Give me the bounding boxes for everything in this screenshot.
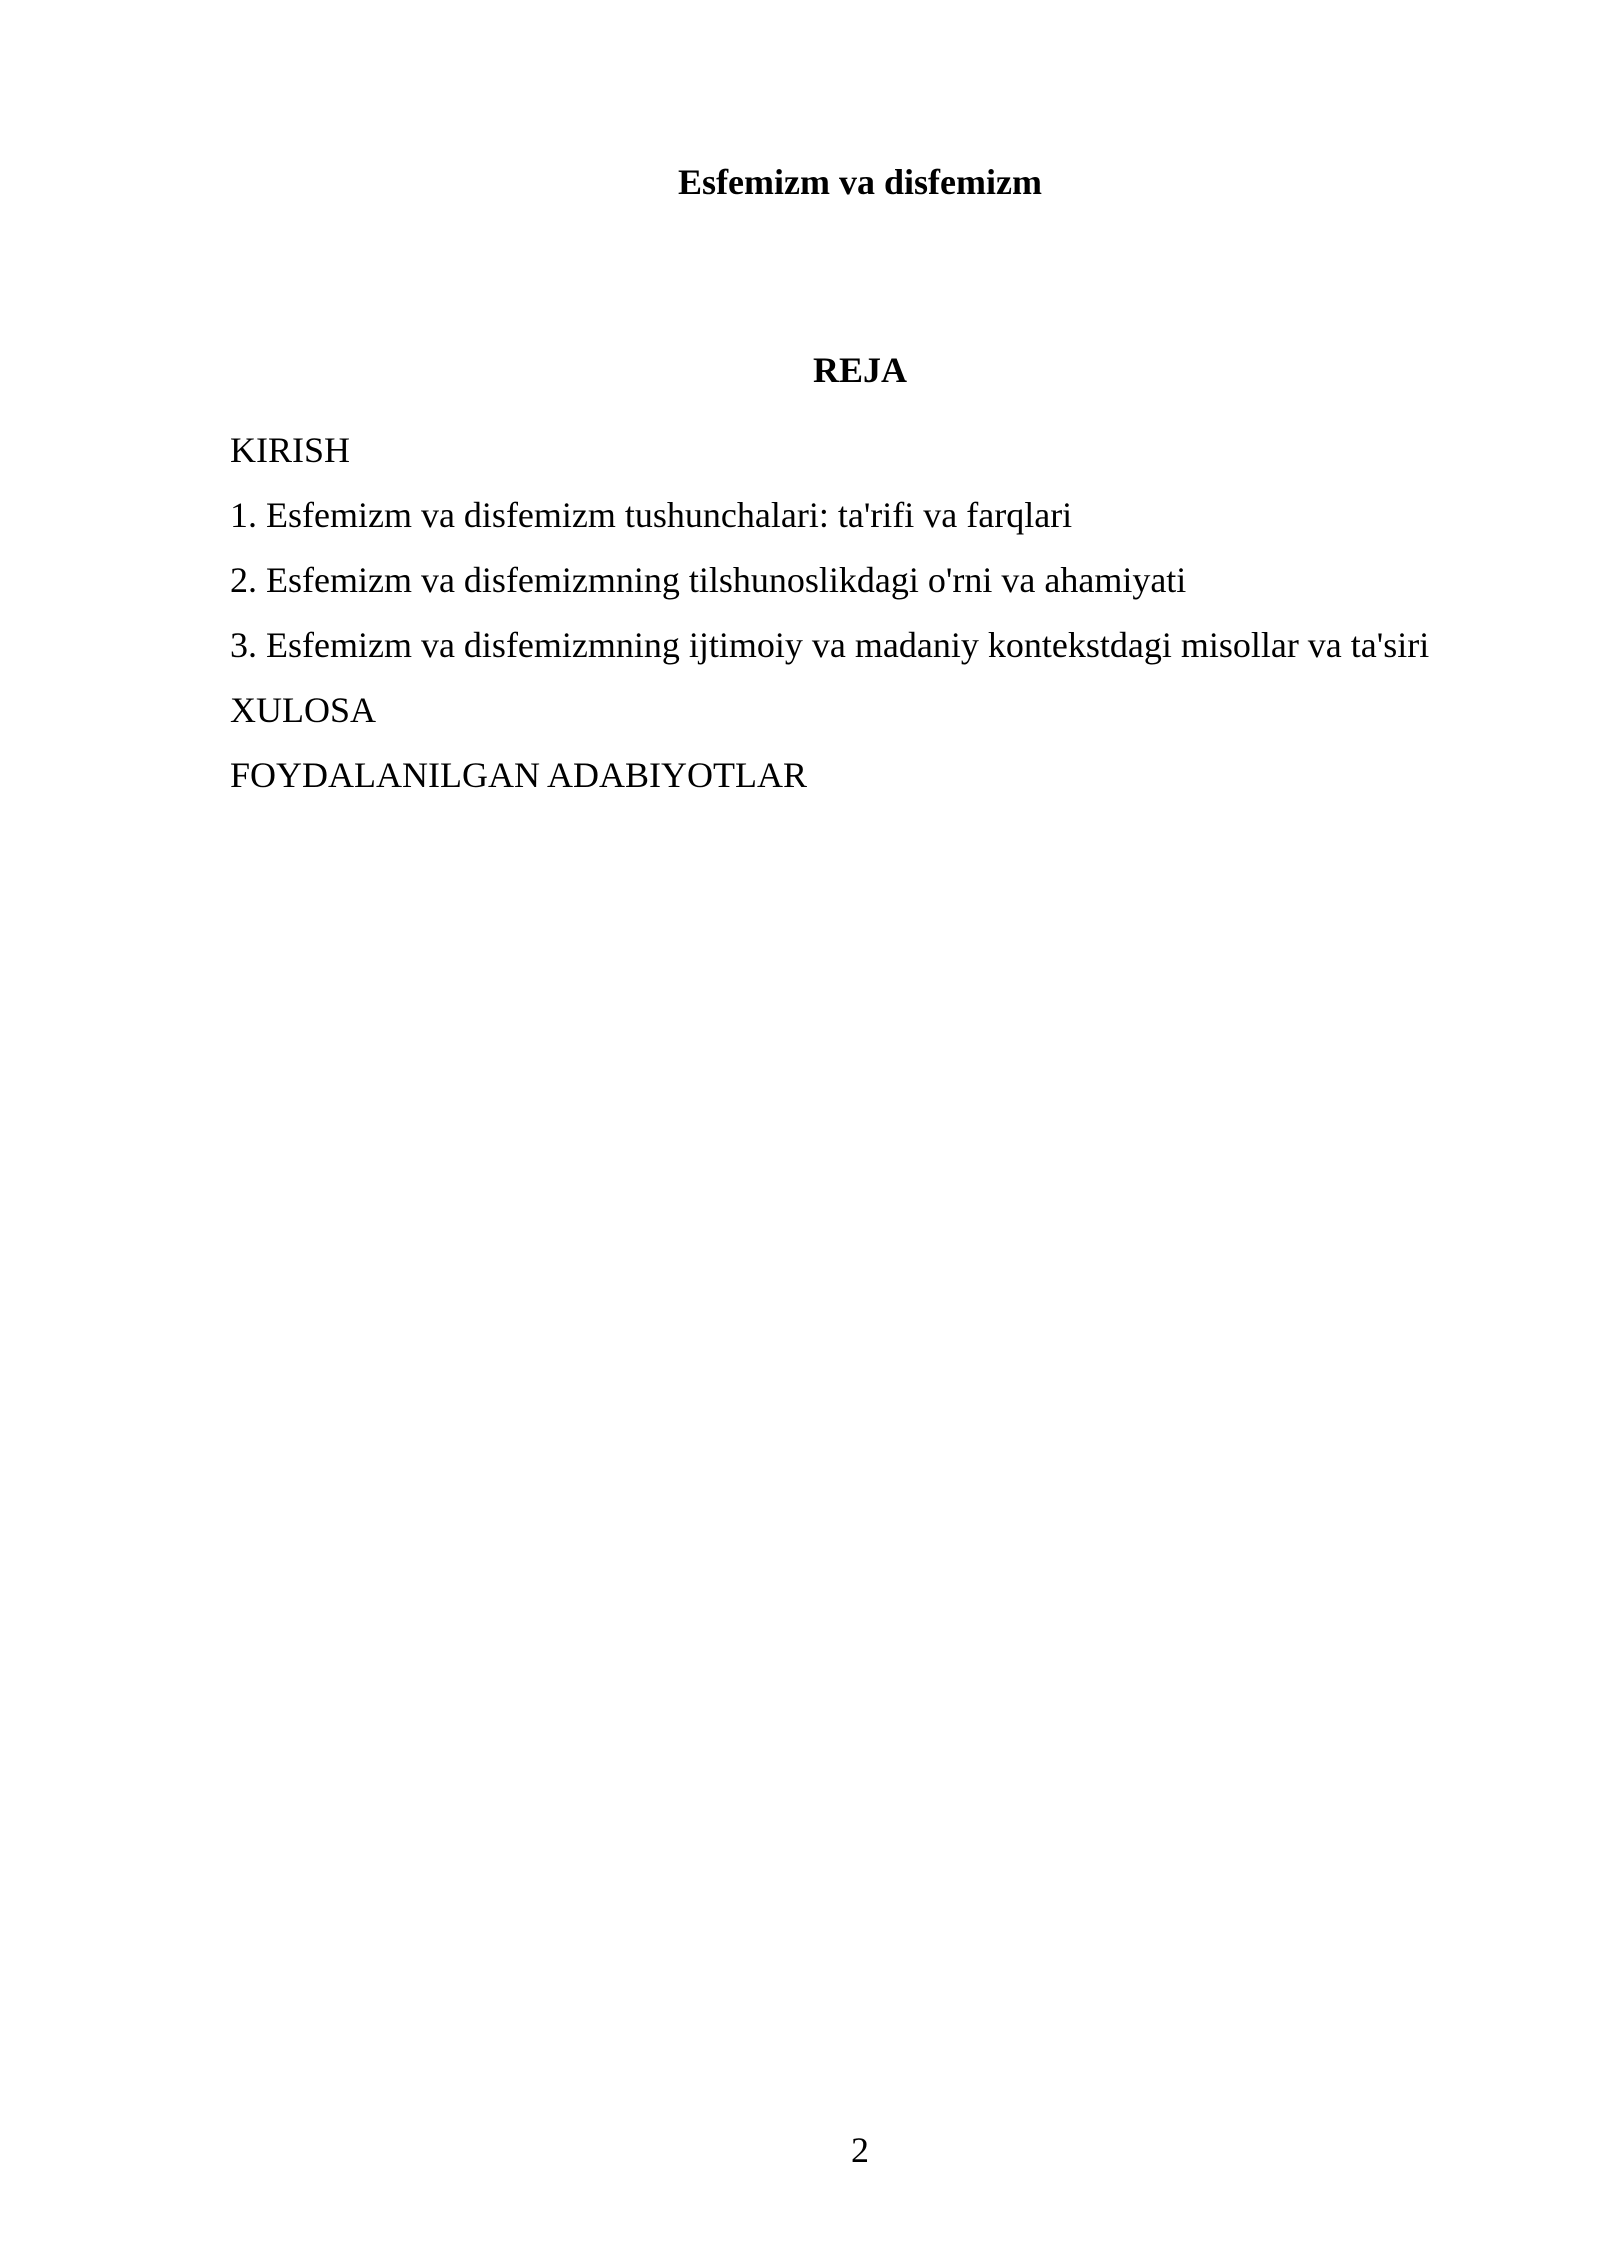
- document-title: Esfemizm va disfemizm: [678, 162, 1042, 202]
- toc-item-conclusion: XULOSA: [230, 690, 377, 730]
- toc-item-chapter-2: 2. Esfemizm va disfemizmning tilshunoslikdagi o'rni va ahamiyati: [230, 560, 1187, 600]
- toc-item-chapter-1: 1. Esfemizm va disfemizm tushunchalari: ta'rifi va farqlari: [230, 495, 1073, 535]
- plan-heading: REJA: [812, 350, 907, 390]
- page-number: 2: [851, 2130, 869, 2170]
- toc-item-references: FOYDALANILGAN ADABIYOTLAR: [230, 755, 807, 795]
- table-of-contents: [230, 418, 1570, 808]
- toc-item-chapter-3: 3. Esfemizm va disfemizmning ijtimoiy va madaniy kontekstdagi misollar va ta'siri: [230, 625, 1430, 665]
- toc-item-introduction: KIRISH: [230, 430, 351, 470]
